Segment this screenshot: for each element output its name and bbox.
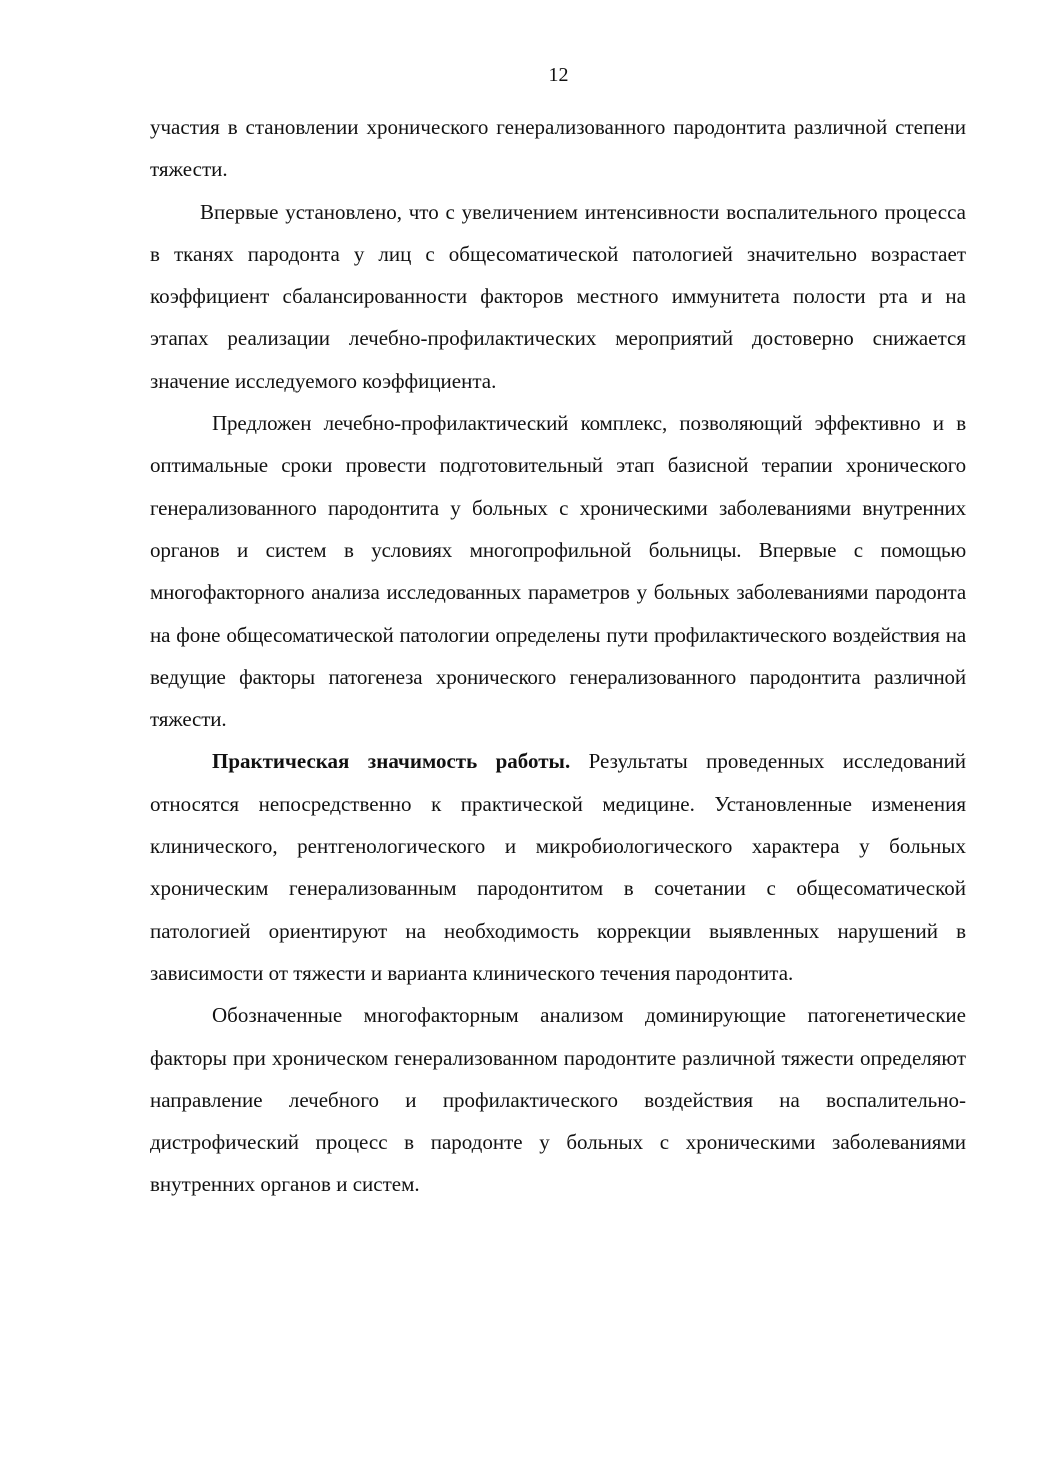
body-text — [150, 106, 966, 1206]
paragraph-practical-significance — [150, 740, 966, 994]
paragraph-first-established: Впервые установлено, что с увеличением интенсивности воспалительного процесса в тканях пародонта у лиц с общесоматической патологией значительно возрастает коэффициент сбалансированности факторов местного иммунитета полости рта и на этапах реализации лечебно-профилактических мероприятий достоверно снижается значение исследуемого коэффициента. — [150, 199, 966, 393]
paragraph-practical-significance-text: Результаты проведенных исследований относятся непосредственно к практической медицине. Установленные изменения клинического, рентгенологического и микробиологического характера у больных хроническим генерализованным пародонтитом в сочетании с общесоматической патологией ориентируют на необходимость коррекции выявленных нарушений в зависимости от тяжести и варианта клинического течения пародонтита. — [150, 749, 966, 985]
paragraph-dominant-factors: Обозначенные многофакторным анализом доминирующие патогенетические факторы при хроническом генерализованном пародонтите различной тяжести определяют направление лечебного и профилактического воздействия на воспалительно-дистрофический процесс в пародонте у больных с хроническими заболеваниями внутренних органов и систем. — [150, 1003, 966, 1197]
paragraph-continuation: участия в становлении хронического генерализованного пародонтита различной степени тяжести. — [150, 115, 966, 182]
section-heading-inline: Практическая значимость работы. — [212, 749, 571, 774]
page-number: 12 — [548, 64, 569, 86]
paragraph-proposed-complex: Предложен лечебно-профилактический комплекс, позволяющий эффективно и в оптимальные сроки провести подготовительный этап базисной терапии хронического генерализованного пародонтита у больных с хроническими заболеваниями внутренних органов и систем в условиях многопрофильной больницы. Впервые с помощью многофакторного анализа исследованных параметров у больных заболеваниями пародонта на фоне общесоматической патологии определены пути профилактического воздействия на ведущие факторы патогенеза хронического генерализованного пародонтита различной тяжести. — [150, 411, 966, 732]
